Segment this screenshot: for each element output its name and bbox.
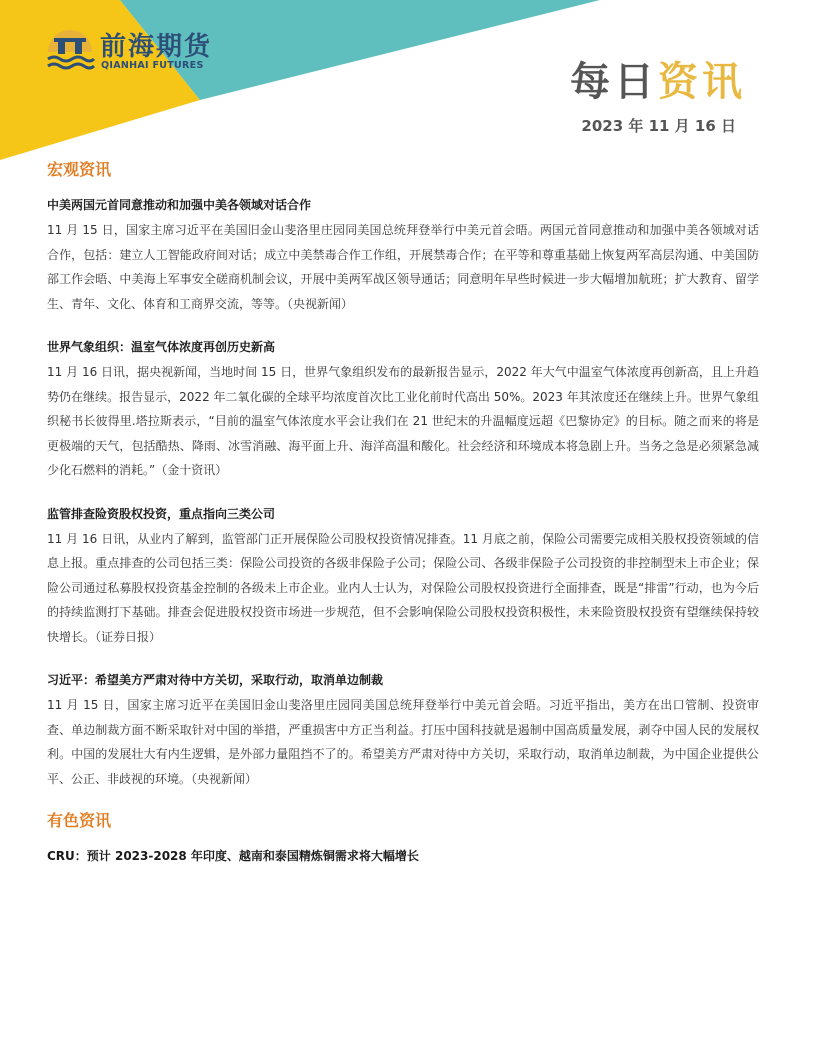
article-headline: 监管排查险资股权投资，重点指向三类公司 [47, 506, 276, 521]
section-title-nonferrous: 有色资讯 [47, 811, 112, 830]
article-body: 11 月 15 日，国家主席习近平在美国旧金山斐洛里庄园同美国总统拜登举行中美元首会晤。两国元首同意推动和加强中美各领域对话合作，包括：建立人工智能政府间对话；成立中美禁毒合作工作组，开展禁毒合作；在平等和尊重基础上恢复两军高层沟通、中美国防部工作会晤、中美海上军事安全磋商机制会议，开展中美两军战区领导通话；同意明年早些时候进一步大幅增加航班；扩大教育、留学生、青年、文化、体育和工商界交流，等等。（央视新闻） [47, 223, 759, 311]
section-title-macro: 宏观资讯 [47, 160, 112, 179]
logo-chinese-name: 前海期货 [100, 32, 213, 62]
article-body: 11 月 15 日，国家主席习近平在美国旧金山斐洛里庄园同美国总统拜登举行中美元首会晤。习近平指出，美方在出口管制、投资审查、单边制裁方面不断采取针对中国的举措，严重损害中方正当利益。打压中国科技就是遏制中国高质量发展，剥夺中国人民的发展权利。中国的发展壮大有内生逻辑，是外部力量阻挡不了的。希望美方严肃对待中方关切，采取行动，取消单边制裁，为中国企业提供公平、公正、非歧视的环境。（央视新闻） [47, 698, 759, 786]
page-title [570, 50, 746, 107]
page-title-part2: 资讯 [658, 59, 746, 105]
article [47, 843, 759, 869]
article-headline: 中美两国元首同意推动和加强中美各领域对话合作 [47, 198, 312, 212]
logo-emblem-icon [44, 30, 96, 74]
article-body: 11 月 16 日讯，据央视新闻，当地时间 15 日，世界气象组织发布的最新报告显示，2022 年大气中温室气体浓度再创新高，且上升趋势仍在继续。报告显示，2022 年二氧化碳的全球平均浓度首次比工业化前时代高出 50%。2023 年其浓度还在继续上升。世界气象组织秘书长彼得里.塔拉斯表示，“目前的温室气体浓度水平会让我们在 21 世纪末的升温幅度远超《巴黎协定》的目标。随之而来的将是更极端的天气，包括酷热、降雨、冰雪消融、海平面上升、海洋高温和酸化。社会经济和环境成本将急剧上升。当务之急是必须紧急减少化石燃料的消耗。”（金十资讯） [47, 365, 759, 477]
article [47, 501, 759, 650]
article [47, 334, 759, 483]
article [47, 192, 759, 316]
main-content [47, 158, 759, 887]
logo-english-name: QIANHAI FUTURES [101, 60, 204, 71]
article-headline: 世界气象组织：温室气体浓度再创历史新高 [47, 340, 276, 354]
company-logo [44, 26, 224, 78]
article-body: 11 月 16 日讯，从业内了解到，监管部门正开展保险公司股权投资情况排查。11 月底之前，保险公司需要完成相关股权投资领域的信息上报。重点排查的公司包括三类：保险公司投资的各级非保险子公司；保险公司、各级非保险子公司投资的非控制型未上市企业；保险公司通过私募股权投资基金控制的各级未上市企业。业内人士认为，对保险公司股权投资进行全面排查，既是“排雷”行动，也为今后的持续监测打下基础。排查会促进股权投资市场进一步规范，但不会影响保险公司股权投资积极性，未来险资股权投资有望继续保持较快增长。（证券日报） [47, 531, 759, 644]
article-headline: CRU：预计 2023-2028 年印度、越南和泰国精炼铜需求将大幅增长 [47, 849, 419, 863]
page-title-part1: 每日 [570, 59, 658, 105]
report-date: 2023 年 11 月 16 日 [581, 117, 736, 135]
article-headline: 习近平：希望美方严肃对待中方关切，采取行动，取消单边制裁 [47, 673, 384, 687]
article [47, 667, 759, 791]
